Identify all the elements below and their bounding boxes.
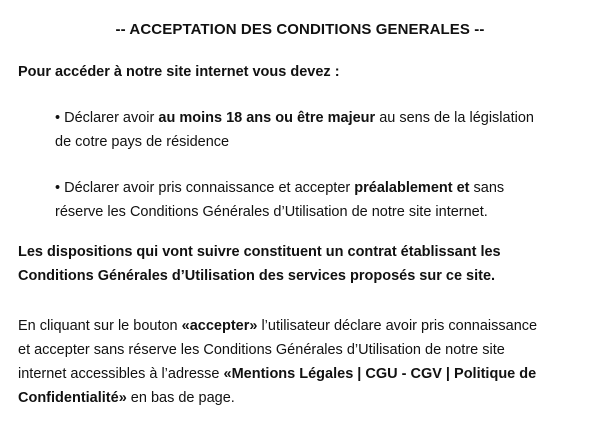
text-segment: En cliquant sur le bouton [18, 318, 182, 334]
text-segment: Pour accéder à notre site internet vous devez : [18, 64, 340, 80]
text-segment: Déclarer avoir pris connaissance et accepter [64, 180, 355, 196]
bullet-icon: • [55, 110, 65, 126]
text-segment: «Mentions Légales | CGU - CGV | Politique de Confidentialité» [18, 366, 537, 406]
text-segment: l’utilisateur déclare avoir pris connaissance et accepter sans réserve les Conditions Générales d’Utilisation de notre site internet accessibles à l’adresse [18, 318, 538, 382]
text-segment: préalablement et [354, 180, 470, 196]
text-segment: Les dispositions qui vont suivre constituent un contrat établissant les Conditions Générales d’Utilisation des services proposés sur ce site. [18, 244, 501, 284]
bullet-item-age-text [55, 110, 534, 150]
bullet-item-age [55, 106, 547, 154]
text-segment: «accepter» [181, 318, 258, 334]
accept-button-paragraph [18, 314, 550, 410]
text-segment: en bas de page. [126, 390, 235, 406]
contract-paragraph [18, 240, 550, 288]
text-segment: au moins 18 ans ou être majeur [158, 110, 376, 126]
intro-paragraph [18, 60, 550, 84]
bullet-item-cgu [55, 176, 547, 224]
bullet-item-cgu-text [55, 180, 504, 220]
text-segment: au sens de la législation de cotre pays de résidence [55, 110, 534, 150]
text-segment: Déclarer avoir [64, 110, 159, 126]
text-segment: sans réserve les Conditions Générales d’Utilisation de notre site internet. [55, 180, 505, 220]
bullet-icon: • [55, 180, 65, 196]
document-title: -- ACCEPTATION DES CONDITIONS GENERALES -- [115, 21, 485, 38]
